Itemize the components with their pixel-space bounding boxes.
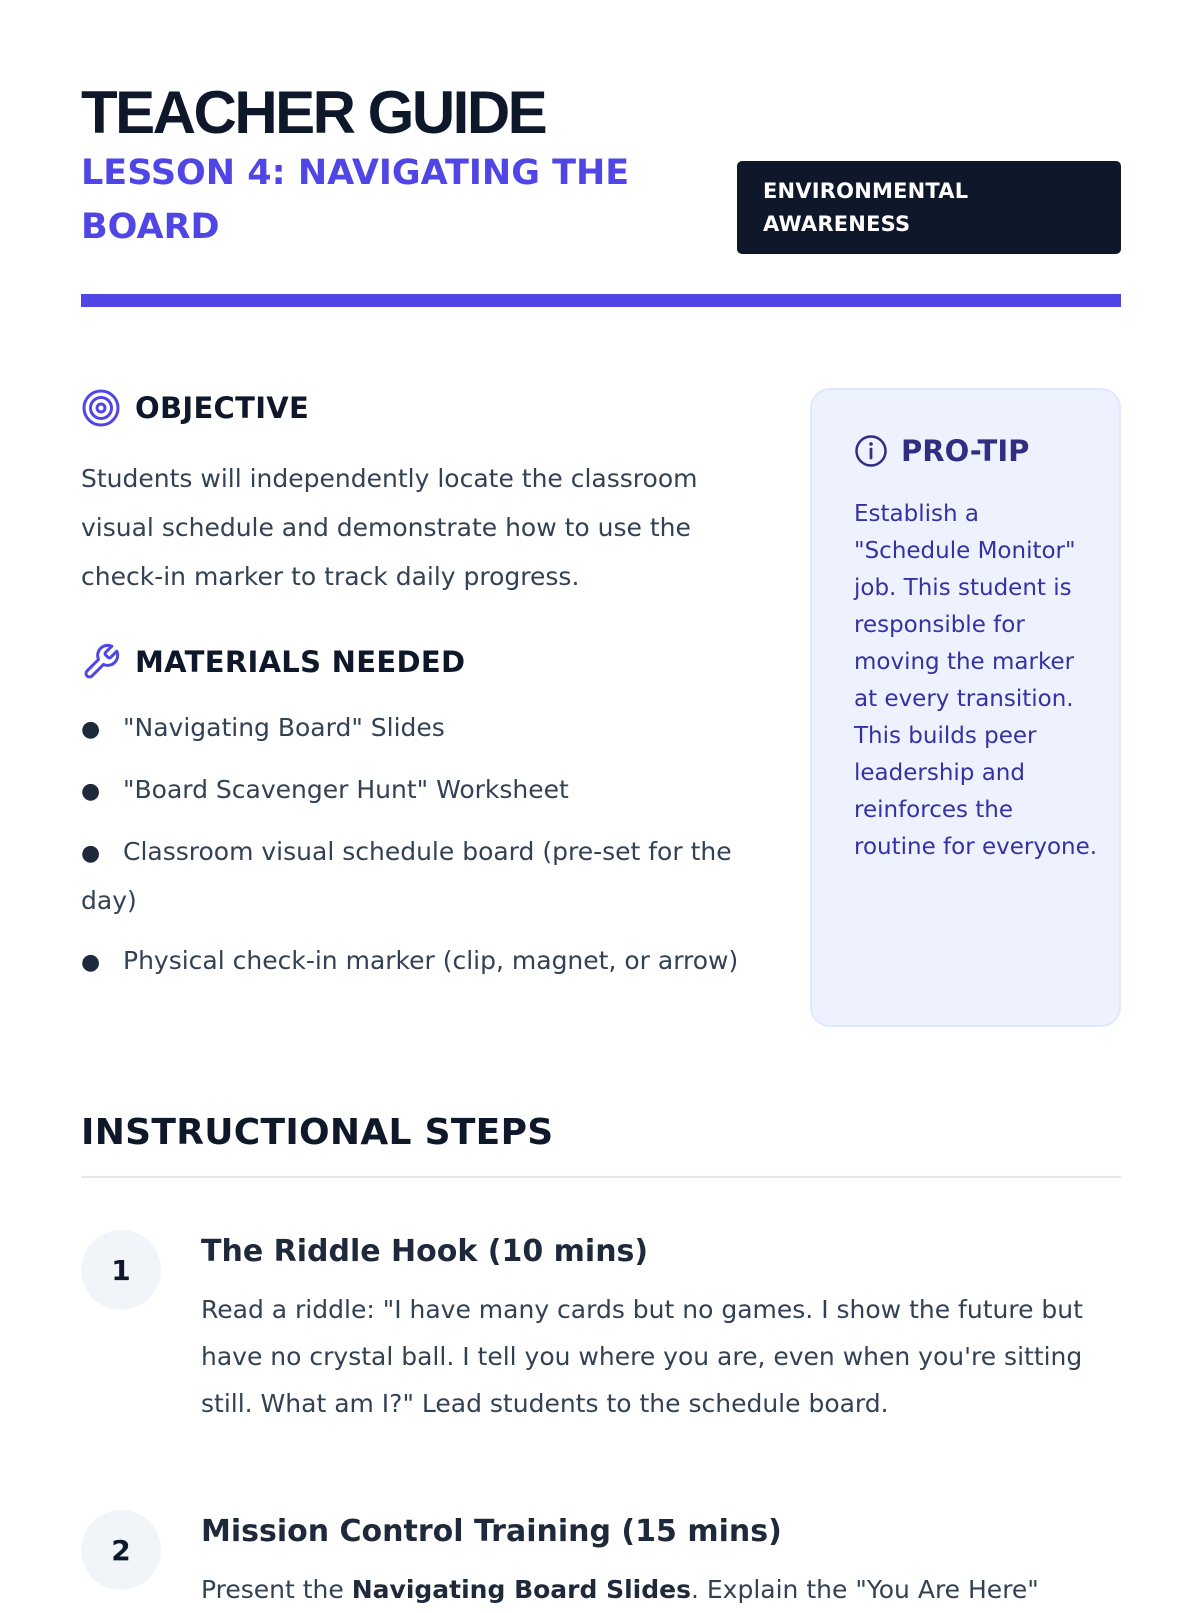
bullet: ●	[81, 841, 101, 866]
list-item: ● "Navigating Board" Slides	[81, 704, 746, 753]
materials-header	[81, 642, 465, 682]
materials-list	[81, 704, 746, 999]
list-item: ● Physical check-in marker (clip, magnet, or arrow)	[81, 937, 746, 986]
step-text: Read a riddle: "I have many cards but no games. I show the future but have no crystal ball. I tell you where you are, even when you're sitting still. What am I?" Lead students to the schedule board.	[201, 1295, 1083, 1418]
pro-tip-heading: PRO-TIP	[901, 434, 1030, 468]
step-text: Present the Navigating Board Slides. Explain the "You Are Here"	[201, 1575, 1039, 1604]
step-number: 2	[81, 1510, 161, 1590]
pro-tip-text: Establish a "Schedule Monitor" job. This student is responsible for moving the marker at every transition. This builds peer leadership and reinforces the routine for everyone.	[854, 501, 1098, 860]
step-title: The Riddle Hook (10 mins)	[201, 1234, 649, 1269]
step-number: 1	[81, 1230, 161, 1310]
header-divider	[81, 294, 1121, 307]
step-title: Mission Control Training (15 mins)	[201, 1514, 782, 1549]
page-title: TEACHER GUIDE	[81, 79, 546, 146]
lesson-title: LESSON 4: NAVIGATING THE BOARD	[81, 153, 630, 247]
steps-divider	[81, 1176, 1121, 1178]
objective-heading: OBJECTIVE	[135, 391, 310, 425]
list-item: ● "Board Scavenger Hunt" Worksheet	[81, 766, 746, 815]
bullet: ●	[81, 779, 101, 804]
steps-heading: INSTRUCTIONAL STEPS	[81, 1112, 554, 1153]
wrench-icon	[81, 642, 121, 682]
bullet: ●	[81, 950, 101, 975]
objective-text: Students will independently locate the classroom visual schedule and demonstrate how to use the check-in marker to track daily progress.	[81, 464, 698, 591]
materials-heading: MATERIALS NEEDED	[135, 645, 466, 679]
step-text-emphasis: Navigating Board Slides	[351, 1575, 691, 1604]
list-item: ● Classroom visual schedule board (pre-set for the day)	[81, 828, 746, 924]
bullet: ●	[81, 717, 101, 742]
target-icon	[81, 388, 121, 428]
info-icon	[854, 434, 888, 468]
objective-header	[81, 388, 309, 428]
pro-tip-card	[810, 388, 1121, 1027]
pro-tip-header	[854, 434, 1099, 468]
category-badge: ENVIRONMENTAL AWARENESS	[737, 161, 1121, 254]
